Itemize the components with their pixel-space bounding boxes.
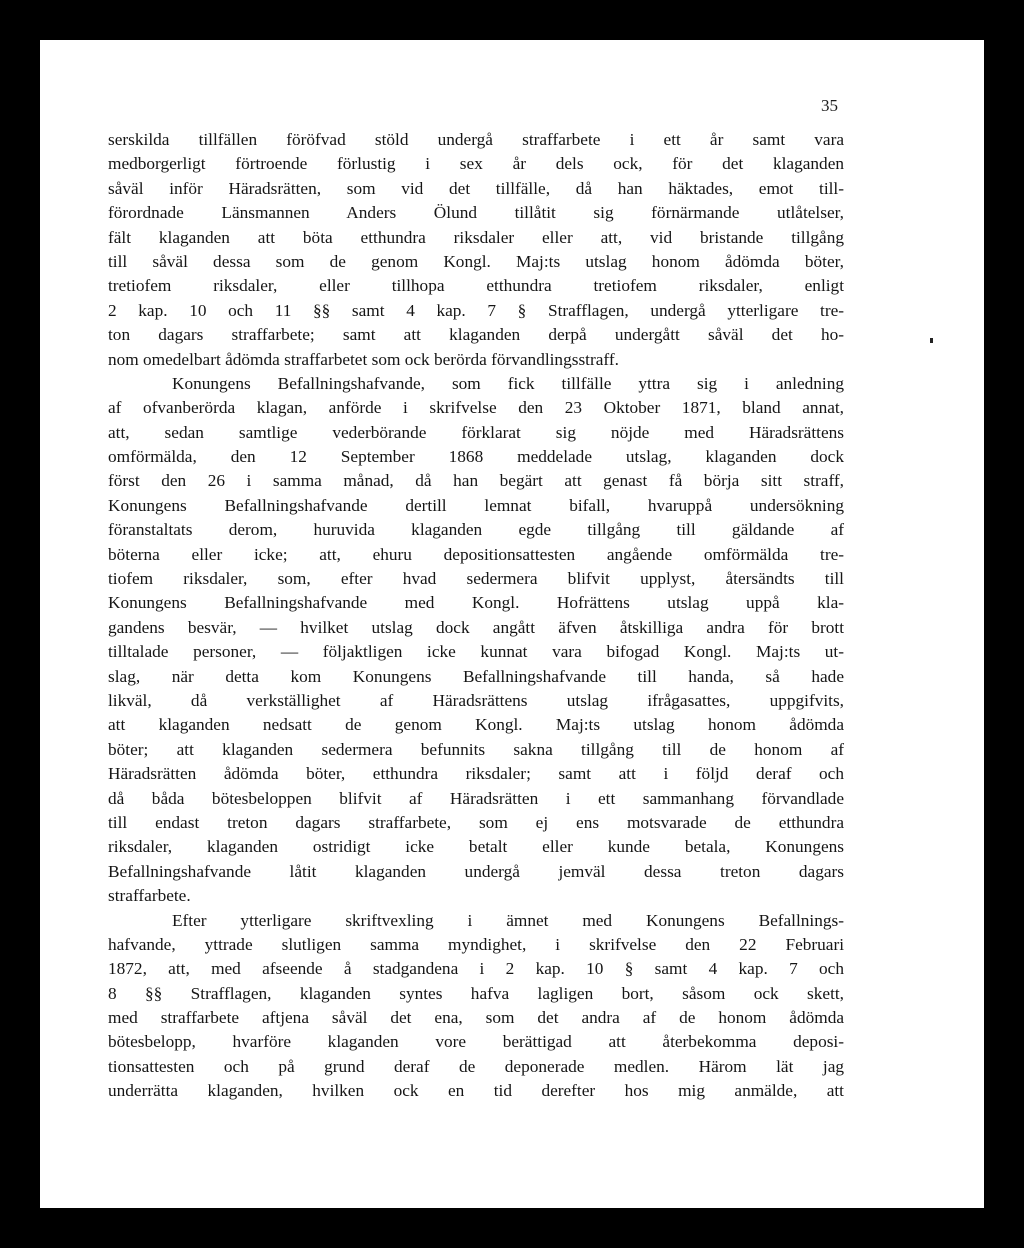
text-line: till endast treton dagars straffarbete, som ej ens motsvarade de etthundra	[108, 812, 844, 832]
text-line: nom omedelbart ådömda straffarbetet som ock berörda förvandlingsstraff.	[108, 349, 619, 369]
text-line: omförmälda, den 12 September 1868 meddelade utslag, klaganden dock	[108, 447, 844, 467]
text-line: först den 26 i samma månad, då han begärt att genast få börja sitt straff,	[108, 471, 844, 491]
text-line: riksdaler, klaganden ostridigt icke betalt eller kunde betala, Konungens	[108, 837, 844, 857]
text-line: ton dagars straffarbete; samt att klaganden derpå undergått såväl det ho-	[108, 325, 844, 345]
text-line: 2 kap. 10 och 11 §§ samt 4 kap. 7 § Strafflagen, undergå ytterligare tre-	[108, 300, 844, 320]
text-line: böterna eller icke; att, ehuru depositionsattesten angående omförmälda tre-	[108, 544, 844, 564]
text-line: hafvande, yttrade slutligen samma myndighet, i skrifvelse den 22 Februari	[108, 934, 844, 954]
text-line: böter; att klaganden sedermera befunnits sakna tillgång till de honom af	[108, 739, 844, 759]
text-line: till såväl dessa som de genom Kongl. Maj:ts utslag honom ådömda böter,	[108, 251, 844, 271]
text-line: såväl inför Häradsrätten, som vid det tillfälle, då han häktades, emot till-	[108, 178, 844, 198]
text-line: tionsattesten och på grund deraf de deponerade medlen. Härom lät jag	[108, 1056, 844, 1076]
text-line: tretiofem riksdaler, eller tillhopa etthundra tretiofem riksdaler, enligt	[108, 276, 844, 296]
text-line: Konungens Befallningshafvande med Kongl. Hofrättens utslag uppå kla-	[108, 593, 844, 613]
text-line: att klaganden nedsatt de genom Kongl. Maj:ts utslag honom ådömda	[108, 715, 844, 735]
text-line: straffarbete.	[108, 886, 191, 906]
text-line: tiofem riksdaler, som, efter hvad sedermera blifvit upplyst, återsändts till	[108, 569, 844, 589]
text-line: Häradsrätten ådömda böter, etthundra riksdaler; samt att i följd deraf och	[108, 764, 844, 784]
text-line: då båda bötesbeloppen blifvit af Häradsrätten i ett sammanhang förvandlade	[108, 788, 844, 808]
text-line: medborgerligt förtroende förlustig i sex år dels ock, för det klaganden	[108, 154, 844, 174]
text-line: serskilda tillfällen föröfvad stöld undergå straffarbete i ett år samt vara	[108, 130, 844, 149]
text-line: föranstaltats derom, huruvida klaganden egde tillgång till gäldande af	[108, 520, 844, 540]
text-line: slag, när detta kom Konungens Befallningshafvande till handa, så hade	[108, 666, 844, 686]
text-line: förordnade Länsmannen Anders Ölund tillåtit sig förnärmande utlåtelser,	[108, 203, 844, 223]
text-line: gandens besvär, — hvilket utslag dock angått äfven åtskilliga andra för brott	[108, 617, 844, 637]
text-line: Konungens Befallningshafvande dertill lemnat bifall, hvaruppå undersökning	[108, 495, 844, 515]
text-line: Befallningshafvande låtit klaganden undergå jemväl dessa treton dagars	[108, 861, 844, 881]
text-line: bötesbelopp, hvarföre klaganden vore berättigad att återbekomma deposi-	[108, 1032, 844, 1052]
text-line: underrätta klaganden, hvilken ock en tid derefter hos mig anmälde, att	[108, 1081, 844, 1101]
text-line: Konungens Befallningshafvande, som fick tillfälle yttra sig i anledning	[172, 373, 844, 393]
text-line: 1872, att, med afseende å stadgandena i 2 kap. 10 § samt 4 kap. 7 och	[108, 959, 844, 979]
page-number: 35	[821, 96, 838, 115]
text-line: med straffarbete aftjena såväl det ena, som det andra af de honom ådömda	[108, 1008, 844, 1028]
margin-mark	[930, 338, 933, 343]
text-line: 8 §§ Strafflagen, klaganden syntes hafva lagligen bort, såsom ock skett,	[108, 983, 844, 1003]
text-line: Efter ytterligare skriftvexling i ämnet med Konungens Befallnings-	[172, 910, 844, 930]
text-line: tilltalade personer, — följaktligen icke kunnat vara bifogad Kongl. Maj:ts ut-	[108, 642, 844, 662]
text-line: fält klaganden att böta etthundra riksdaler eller att, vid bristande tillgång	[108, 227, 844, 247]
text-line: att, sedan samtlige vederbörande förklarat sig nöjde med Häradsrättens	[108, 422, 844, 442]
body-text	[108, 128, 844, 1104]
text-line: likväl, då verkställighet af Häradsrättens utslag ifrågasattes, uppgifvits,	[108, 690, 844, 710]
text-line: af ofvanberörda klagan, anförde i skrifvelse den 23 Oktober 1871, bland annat,	[108, 398, 844, 418]
